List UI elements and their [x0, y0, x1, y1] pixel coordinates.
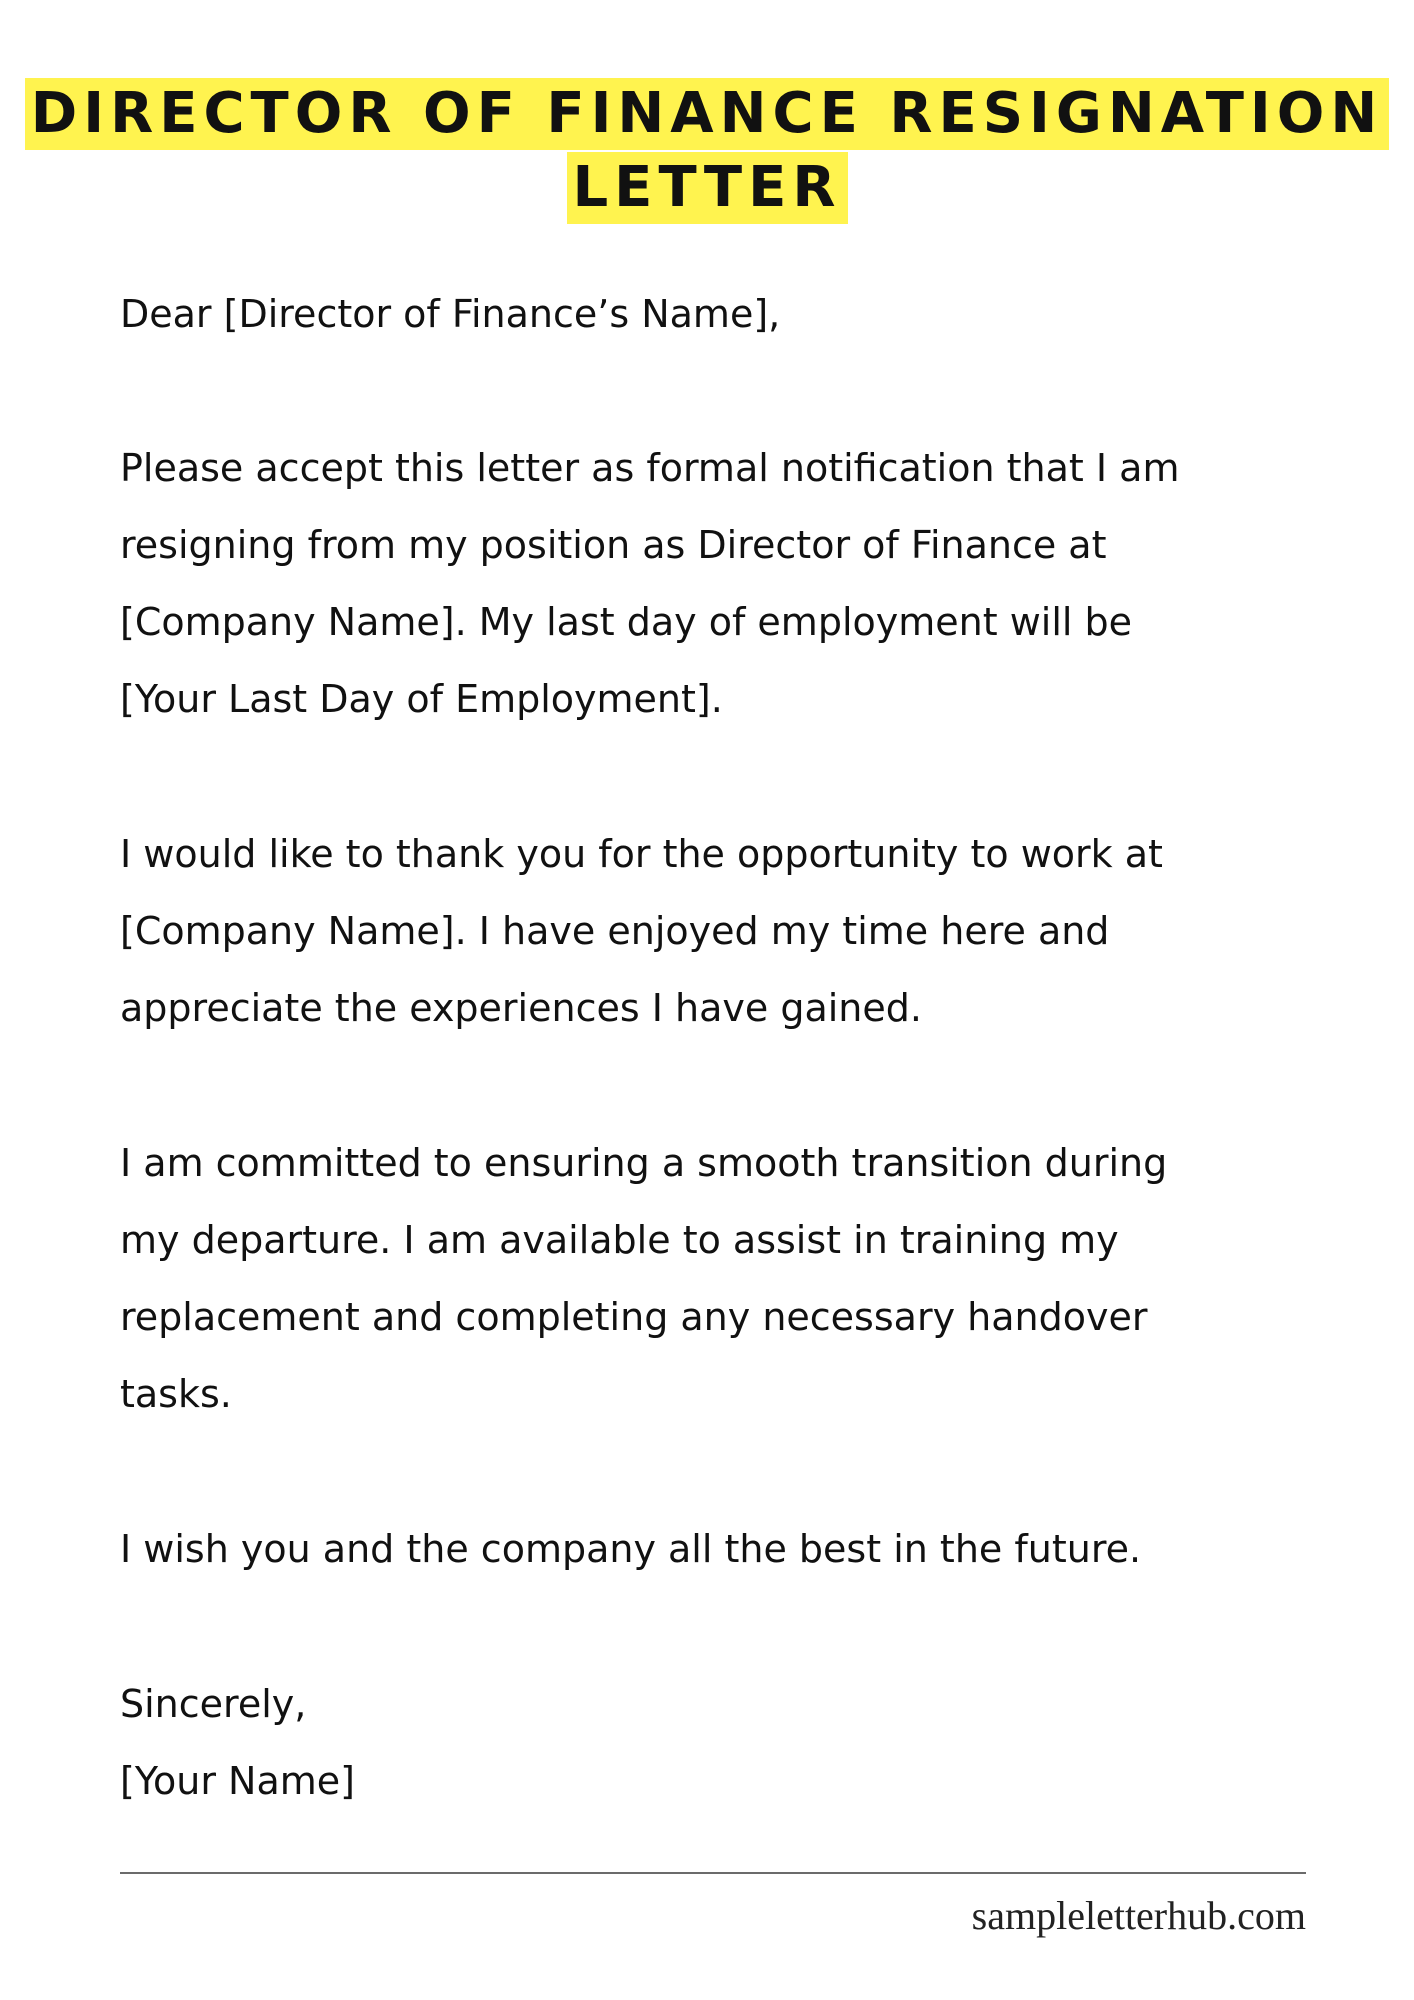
paragraph-line: resigning from my position as Director of Finance at [120, 523, 1107, 567]
paragraph-line: [Company Name]. I have enjoyed my time here and [120, 909, 1110, 953]
paragraph-line: Please accept this letter as formal notification that I am [120, 446, 1180, 490]
paragraph-line: replacement and completing any necessary handover [120, 1295, 1148, 1339]
paragraph-3 [120, 1125, 1320, 1433]
sign-off [120, 1666, 1320, 1820]
paragraph-2 [120, 816, 1320, 1047]
paragraph-line: my departure. I am available to assist in training my [120, 1218, 1119, 1262]
title-line-2: LETTER [567, 152, 848, 224]
paragraph-line: [Company Name]. My last day of employment will be [120, 600, 1133, 644]
signature: [Your Name] [120, 1759, 355, 1803]
greeting-text: Dear [Director of Finance’s Name], [120, 292, 781, 336]
paragraph-line: I am committed to ensuring a smooth transition during [120, 1141, 1168, 1185]
paragraph-line: I would like to thank you for the opportunity to work at [120, 832, 1163, 876]
paragraph-line: tasks. [120, 1372, 232, 1416]
footer-divider [120, 1872, 1306, 1874]
closing: Sincerely, [120, 1682, 307, 1726]
footer-site: sampleletterhub.com [971, 1893, 1306, 1938]
page-title [0, 78, 1414, 224]
paragraph-line: appreciate the experiences I have gained. [120, 986, 922, 1030]
greeting [120, 276, 1320, 353]
title-line-1: DIRECTOR OF FINANCE RESIGNATION [25, 78, 1389, 150]
paragraph-line: I wish you and the company all the best in the future. [120, 1527, 1142, 1571]
paragraph-line: [Your Last Day of Employment]. [120, 677, 723, 721]
paragraph-4 [120, 1511, 1320, 1588]
paragraph-1 [120, 430, 1320, 738]
